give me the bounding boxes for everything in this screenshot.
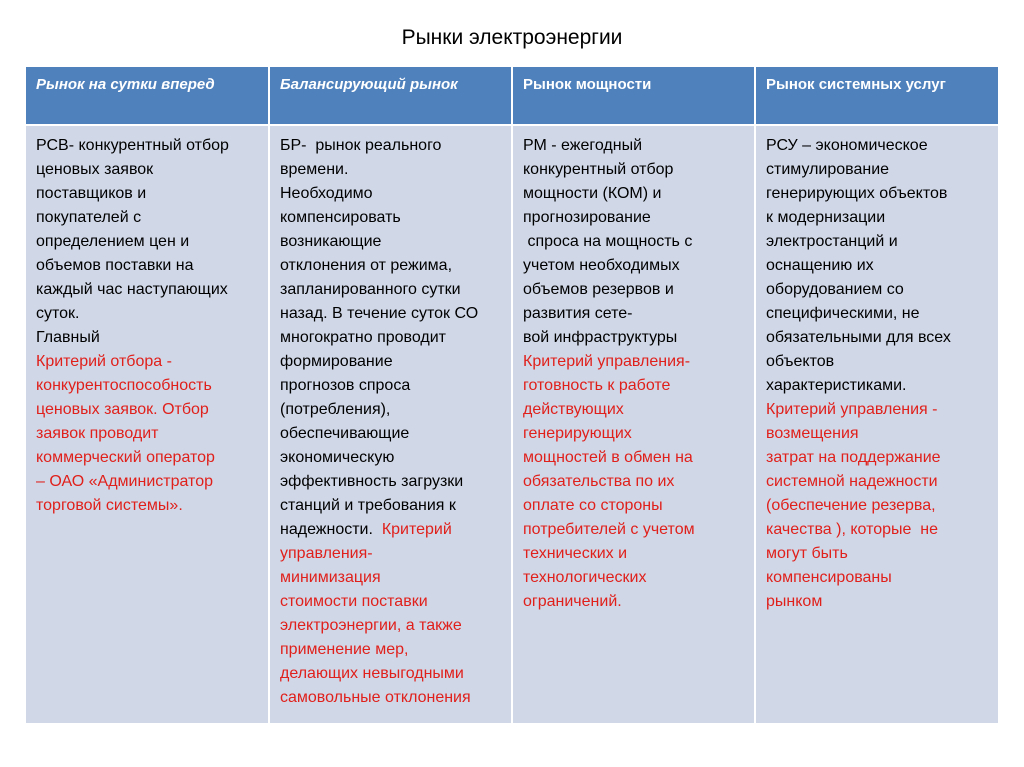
description-text: поставщиков и: [36, 185, 147, 202]
description-text: к модернизации: [766, 209, 886, 226]
text-line: [523, 518, 744, 542]
text-line: [523, 182, 744, 206]
description-text: стимулирование: [766, 161, 890, 178]
text-line: [766, 590, 988, 614]
criterion-text: стоимости поставки: [280, 593, 428, 610]
description-text: формирование: [280, 353, 393, 370]
text-line: [36, 422, 258, 446]
text-line: [280, 350, 501, 374]
text-line: [766, 470, 988, 494]
text-line: [766, 542, 988, 566]
criterion-text: затрат на поддержание: [766, 449, 941, 466]
criterion-text: применение мер,: [280, 641, 409, 658]
text-line: [523, 422, 744, 446]
text-line: [523, 254, 744, 278]
text-line: [280, 374, 501, 398]
text-line: [523, 566, 744, 590]
description-text: объектов: [766, 353, 835, 370]
criterion-text: мощностей в обмен на: [523, 449, 693, 466]
criterion-text: электроэнергии, а также: [280, 617, 462, 634]
text-line: [280, 470, 501, 494]
text-line: [280, 158, 501, 182]
text-line: [766, 374, 988, 398]
criterion-text: качества ), которые не: [766, 521, 939, 538]
text-line: [766, 134, 988, 158]
text-line: [766, 326, 988, 350]
text-line: [280, 686, 501, 710]
criterion-text: управления-: [280, 545, 373, 562]
criterion-text: оплате со стороны: [523, 497, 663, 514]
description-text: оборудованием со: [766, 281, 904, 298]
text-line: [766, 182, 988, 206]
criterion-text: – ОАО «Администратор: [36, 473, 213, 490]
criterion-text: ограничений.: [523, 593, 622, 610]
description-text: времени.: [280, 161, 349, 178]
markets-table: [26, 67, 998, 723]
text-line: [766, 422, 988, 446]
criterion-text: самовольные отклонения: [280, 689, 471, 706]
text-line: [766, 158, 988, 182]
text-line: [523, 374, 744, 398]
criterion-text: возмещения: [766, 425, 859, 442]
text-line: [766, 302, 988, 326]
description-text: Необходимо: [280, 185, 373, 202]
text-line: [523, 590, 744, 614]
description-text: Главный: [36, 329, 100, 346]
description-text: покупателей с: [36, 209, 142, 226]
text-line: [280, 542, 501, 566]
text-line: [36, 326, 258, 350]
criterion-text: системной надежности: [766, 473, 938, 490]
description-text: прогнозов спроса: [280, 377, 411, 394]
text-line: [766, 230, 988, 254]
criterion-text: генерирующих: [523, 425, 632, 442]
text-line: [523, 542, 744, 566]
criterion-text: торговой системы».: [36, 497, 183, 514]
text-line: [523, 326, 744, 350]
description-text: РСВ- конкурентный отбор: [36, 137, 229, 154]
description-text: компенсировать: [280, 209, 401, 226]
description-text: мощности (КОМ) и: [523, 185, 662, 202]
description-text: экономическую: [280, 449, 395, 466]
criterion-text: действующих: [523, 401, 624, 418]
criterion-text: ценовых заявок. Отбор: [36, 401, 209, 418]
text-line: [523, 446, 744, 470]
text-line: [280, 206, 501, 230]
header-row: [26, 67, 998, 125]
cell-day-ahead-market: [26, 125, 269, 723]
description-text: станций и требования к: [280, 497, 456, 514]
text-line: [280, 278, 501, 302]
criterion-text: могут быть: [766, 545, 848, 562]
description-text: запланированного сутки: [280, 281, 461, 298]
text-line: [36, 398, 258, 422]
text-line: [280, 638, 501, 662]
text-line: [280, 134, 501, 158]
text-line: [280, 446, 501, 470]
description-text: назад. В течение суток СО: [280, 305, 479, 322]
text-line: [523, 230, 744, 254]
text-line: [280, 230, 501, 254]
criterion-text: технических и: [523, 545, 628, 562]
text-line: [280, 662, 501, 686]
description-text: РСУ – экономическое: [766, 137, 928, 154]
criterion-text: конкурентоспособность: [36, 377, 212, 394]
description-text: надежности.: [280, 521, 382, 538]
text-line: [36, 206, 258, 230]
text-line: [280, 302, 501, 326]
description-text: вой инфраструктуры: [523, 329, 678, 346]
text-line: [766, 518, 988, 542]
description-text: отклонения от режима,: [280, 257, 453, 274]
text-line: [280, 590, 501, 614]
criterion-text: компенсированы: [766, 569, 892, 586]
description-text: учетом необходимых: [523, 257, 680, 274]
description-text: суток.: [36, 305, 80, 322]
header-balancing-market: Балансирующий рынок: [269, 67, 512, 125]
description-text: (потребления),: [280, 401, 391, 418]
criterion-text: Критерий управления -: [766, 401, 938, 418]
text-line: [766, 398, 988, 422]
description-text: обязательными для всех: [766, 329, 951, 346]
text-line: [280, 398, 501, 422]
criterion-text: Критерий управления-: [523, 353, 691, 370]
criterion-text: потребителей с учетом: [523, 521, 695, 538]
criterion-text: рынком: [766, 593, 823, 610]
text-line: [766, 446, 988, 470]
description-text: ценовых заявок: [36, 161, 154, 178]
text-line: [280, 566, 501, 590]
text-line: [523, 398, 744, 422]
description-text: оснащению их: [766, 257, 874, 274]
criterion-text: готовность к работе: [523, 377, 671, 394]
description-text: специфическими, не: [766, 305, 920, 322]
description-text: каждый час наступающих: [36, 281, 228, 298]
description-text: определением цен и: [36, 233, 190, 250]
text-line: [280, 182, 501, 206]
text-line: [523, 302, 744, 326]
criterion-text: Критерий: [381, 521, 452, 538]
text-line: [280, 518, 501, 542]
cell-system-services-market: [755, 125, 998, 723]
text-line: [766, 566, 988, 590]
cell-balancing-market: [269, 125, 512, 723]
text-line: [36, 278, 258, 302]
text-line: [36, 134, 258, 158]
text-line: [280, 326, 501, 350]
text-line: [766, 206, 988, 230]
text-line: [280, 494, 501, 518]
description-text: многократно проводит: [280, 329, 446, 346]
text-line: [523, 470, 744, 494]
description-text: объемов поставки на: [36, 257, 194, 274]
text-line: [36, 350, 258, 374]
text-line: [523, 494, 744, 518]
description-text: эффективность загрузки: [280, 473, 464, 490]
text-line: [766, 494, 988, 518]
text-line: [280, 254, 501, 278]
content-row: [26, 125, 998, 723]
text-line: [523, 158, 744, 182]
text-line: [36, 230, 258, 254]
criterion-text: Критерий отбора -: [36, 353, 172, 370]
criterion-text: обязательства по их: [523, 473, 675, 490]
text-line: [766, 278, 988, 302]
description-text: возникающие: [280, 233, 382, 250]
description-text: прогнозирование: [523, 209, 651, 226]
description-text: электростанций и: [766, 233, 898, 250]
description-text: обеспечивающие: [280, 425, 410, 442]
description-text: характеристиками.: [766, 377, 907, 394]
text-line: [36, 446, 258, 470]
text-line: [766, 350, 988, 374]
description-text: объемов резервов и: [523, 281, 674, 298]
header-system-services-market: Рынок системных услуг: [755, 67, 998, 125]
text-line: [523, 134, 744, 158]
description-text: генерирующих объектов: [766, 185, 948, 202]
header-capacity-market: Рынок мощности: [512, 67, 755, 125]
cell-capacity-market: [512, 125, 755, 723]
text-line: [766, 254, 988, 278]
text-line: [523, 206, 744, 230]
description-text: развития сете-: [523, 305, 633, 322]
text-line: [523, 350, 744, 374]
text-line: [36, 158, 258, 182]
text-line: [280, 422, 501, 446]
text-line: [36, 470, 258, 494]
criterion-text: заявок проводит: [36, 425, 159, 442]
criterion-text: коммерческий оператор: [36, 449, 215, 466]
text-line: [523, 278, 744, 302]
header-day-ahead-market: Рынок на сутки вперед: [26, 67, 269, 125]
criterion-text: делающих невыгодными: [280, 665, 464, 682]
text-line: [36, 182, 258, 206]
description-text: БР- рынок реального: [280, 137, 442, 154]
page-title: Рынки электроэнергии: [401, 26, 623, 49]
text-line: [36, 302, 258, 326]
description-text: конкурентный отбор: [523, 161, 674, 178]
text-line: [280, 614, 501, 638]
description-text: РМ - ежегодный: [523, 137, 642, 154]
criterion-text: технологических: [523, 569, 647, 586]
text-line: [36, 374, 258, 398]
text-line: [36, 494, 258, 518]
criterion-text: минимизация: [280, 569, 381, 586]
text-line: [36, 254, 258, 278]
description-text: спроса на мощность с: [523, 233, 693, 250]
criterion-text: (обеспечение резерва,: [766, 497, 936, 514]
